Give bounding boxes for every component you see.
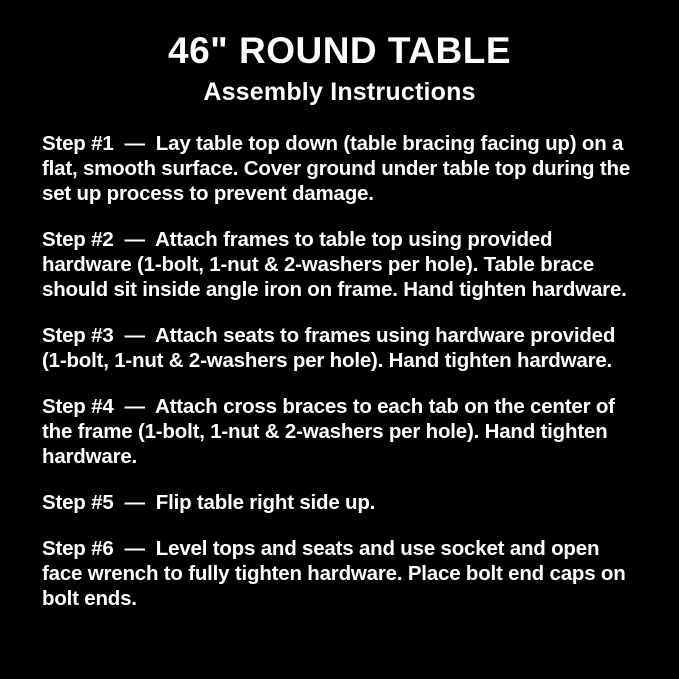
step-5-text: Step #5 — Flip table right side up. — [42, 491, 376, 515]
poster-subtitle: Assembly Instructions — [203, 77, 476, 106]
poster-title: 46" ROUND TABLE — [168, 30, 511, 71]
step-4-text: Step #4 — Attach cross braces to each tab on the center of the frame (1-bolt, 1-nut & 2-washers per hole). Hand tighten hardware. — [42, 395, 621, 469]
steps-list — [0, 131, 679, 611]
step-3-text: Step #3 — Attach seats to frames using hardware provided (1-bolt, 1-nut & 2-washers per hole). Hand tighten hardware. — [42, 324, 621, 373]
step-2-text: Step #2 — Attach frames to table top using provided hardware (1-bolt, 1-nut & 2-washers per hole). Table brace should sit inside angle iron on frame. Hand tighten hardware. — [42, 228, 627, 302]
step-1-text: Step #1 — Lay table top down (table bracing facing up) on a flat, smooth surface. Cover ground under table top during the set up process to prevent damage. — [42, 132, 636, 206]
step-6-text: Step #6 — Level tops and seats and use socket and open face wrench to fully tighten hardware. Place bolt end caps on bolt ends. — [42, 537, 632, 611]
